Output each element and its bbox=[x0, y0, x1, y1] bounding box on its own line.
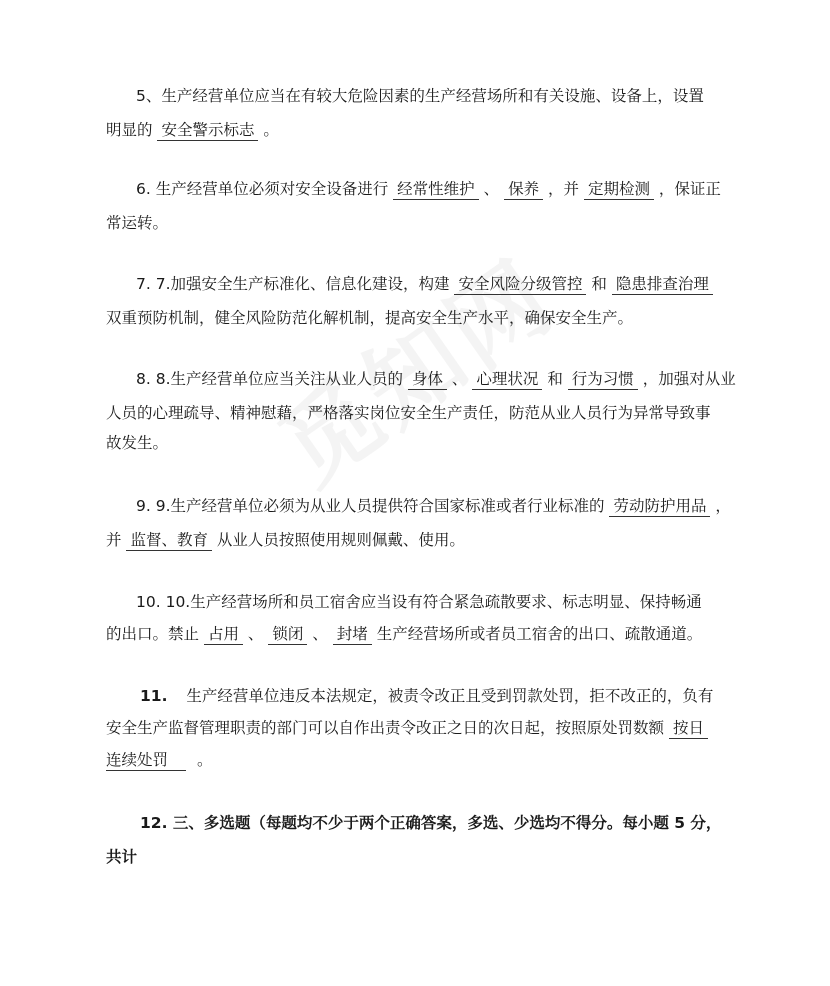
q11-blank-2: 连续处罚 bbox=[106, 750, 186, 771]
watermark bbox=[249, 249, 611, 611]
q12-line2: 共计 bbox=[106, 848, 138, 866]
q5-line1: 5、生产经营单位应当在有较大危险因素的生产经营场所和有关设施、设备上，设置 bbox=[136, 87, 704, 105]
q9-blank-1: 劳动防护用品 bbox=[609, 496, 710, 517]
q6-line1: 6. 生产经营单位必须对安全设备进行 经常性维护 、 保养 ，并 定期检测 ，保证正 bbox=[136, 180, 721, 198]
q5-line2: 明显的 安全警示标志 。 bbox=[106, 121, 279, 139]
q9-blank-2: 监督、教育 bbox=[126, 530, 212, 551]
q10-blank-3: 封堵 bbox=[333, 624, 372, 645]
q9-line1: 9. 9.生产经营单位必须为从业人员提供符合国家标准或者行业标准的 劳动防护用品 ， bbox=[136, 497, 731, 515]
q11-line1: 11. 生产经营单位违反本法规定，被责令改正且受到罚款处罚，拒不改正的，负有 bbox=[106, 685, 713, 707]
q7-blank-2: 隐患排查治理 bbox=[612, 274, 713, 295]
q10-line2: 的出口。禁止 占用 、 锁闭 、 封堵 生产经营场所或者员工宿舍的出口、疏散通道。 bbox=[106, 625, 703, 643]
q10-line1: 10. 10.生产经营场所和员工宿舍应当设有符合紧急疏散要求、标志明显、保持畅通 bbox=[136, 593, 702, 611]
q8-blank-1: 身体 bbox=[408, 369, 447, 390]
q8-blank-3: 行为习惯 bbox=[568, 369, 638, 390]
q7-line2: 双重预防机制，健全风险防范化解机制，提高安全生产水平，确保安全生产。 bbox=[106, 309, 634, 327]
q11-line3: 连续处罚 。 bbox=[106, 751, 213, 769]
q8-line3: 故发生。 bbox=[106, 434, 169, 452]
q8-blank-2: 心理状况 bbox=[472, 369, 542, 390]
q6-line2: 常运转。 bbox=[106, 214, 169, 232]
q6-blank-1: 经常性维护 bbox=[393, 179, 479, 200]
q11-line2: 安全生产监督管理职责的部门可以自作出责令改正之日的次日起，按照原处罚数额 按日 bbox=[106, 717, 708, 739]
q7-line1: 7. 7.加强安全生产标准化、信息化建设，构建 安全风险分级管控 和 隐患排查治理 bbox=[106, 273, 713, 295]
q11-blank-1: 按日 bbox=[669, 718, 708, 739]
q6-blank-3: 定期检测 bbox=[584, 179, 654, 200]
q11-number: 11. bbox=[140, 687, 168, 705]
q10-blank-1: 占用 bbox=[204, 624, 243, 645]
q6-blank-2: 保养 bbox=[504, 179, 543, 200]
q9-line2: 并 监督、教育 从业人员按照使用规则佩戴、使用。 bbox=[106, 531, 465, 549]
q8-line1: 8. 8.生产经营单位应当关注从业人员的 身体 、 心理状况 和 行为习惯 ，加强对从业 bbox=[136, 370, 736, 388]
q12-line1: 12. 三、多选题（每题均不少于两个正确答案，多选、少选均不得分。每小题 5 分， bbox=[140, 814, 722, 832]
q7-blank-1: 安全风险分级管控 bbox=[454, 274, 586, 295]
q10-blank-2: 锁闭 bbox=[268, 624, 307, 645]
q5-blank-1: 安全警示标志 bbox=[157, 120, 258, 141]
q8-line2: 人员的心理疏导、精神慰藉，严格落实岗位安全生产责任，防范从业人员行为异常导致事 bbox=[106, 404, 711, 422]
